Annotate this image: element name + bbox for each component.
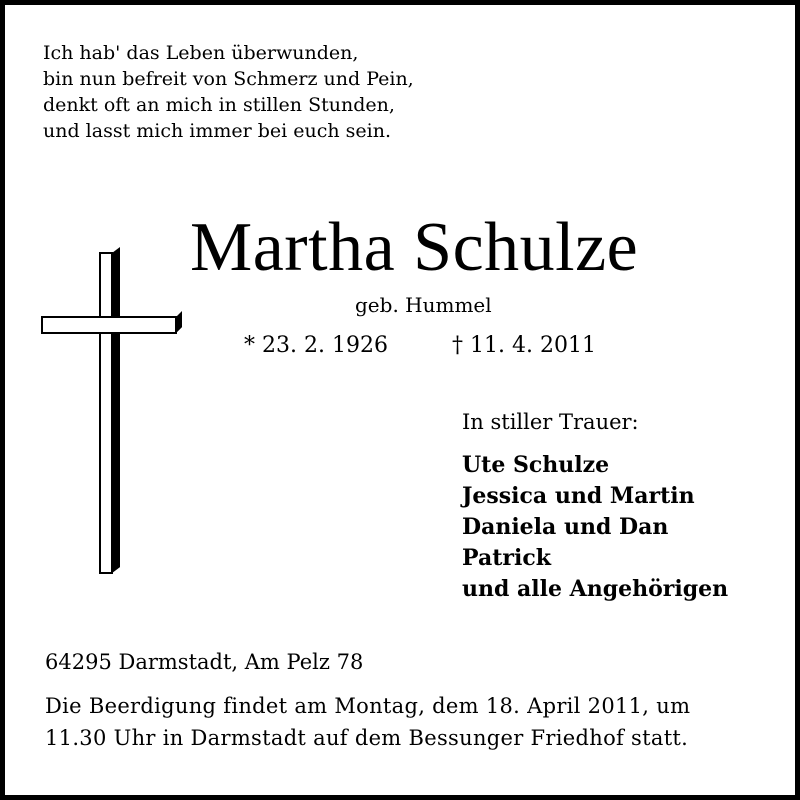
- poem-line: und lasst mich immer bei euch sein.: [43, 120, 392, 142]
- cross-icon: [40, 245, 185, 584]
- mourners-list: [462, 450, 728, 605]
- mourner-name: Patrick: [462, 545, 551, 571]
- poem-line: bin nun befreit von Schmerz und Pein,: [43, 68, 414, 90]
- funeral-line: 11.30 Uhr in Darmstadt auf dem Bessunger Friedhof statt.: [45, 726, 689, 750]
- maiden-name: geb. Hummel: [355, 293, 492, 317]
- mourner-name: Daniela und Dan: [462, 514, 669, 540]
- mourner-name: Jessica und Martin: [462, 483, 695, 509]
- mourner-name: und alle Angehörigen: [462, 576, 729, 602]
- deceased-name: Martha Schulze: [190, 209, 639, 286]
- funeral-line: Die Beerdigung findet am Montag, dem 18. April 2011, um: [45, 694, 691, 718]
- mourner-name: Ute Schulze: [462, 452, 610, 478]
- mourning-heading: In stiller Trauer:: [462, 410, 639, 434]
- poem-line: Ich hab' das Leben überwunden,: [43, 42, 359, 64]
- address: 64295 Darmstadt, Am Pelz 78: [45, 650, 364, 674]
- funeral-notice: [45, 690, 690, 754]
- poem: [43, 40, 414, 144]
- birth-date: * 23. 2. 1926: [244, 333, 388, 358]
- poem-line: denkt oft an mich in stillen Stunden,: [43, 94, 395, 116]
- death-date: † 11. 4. 2011: [452, 333, 596, 358]
